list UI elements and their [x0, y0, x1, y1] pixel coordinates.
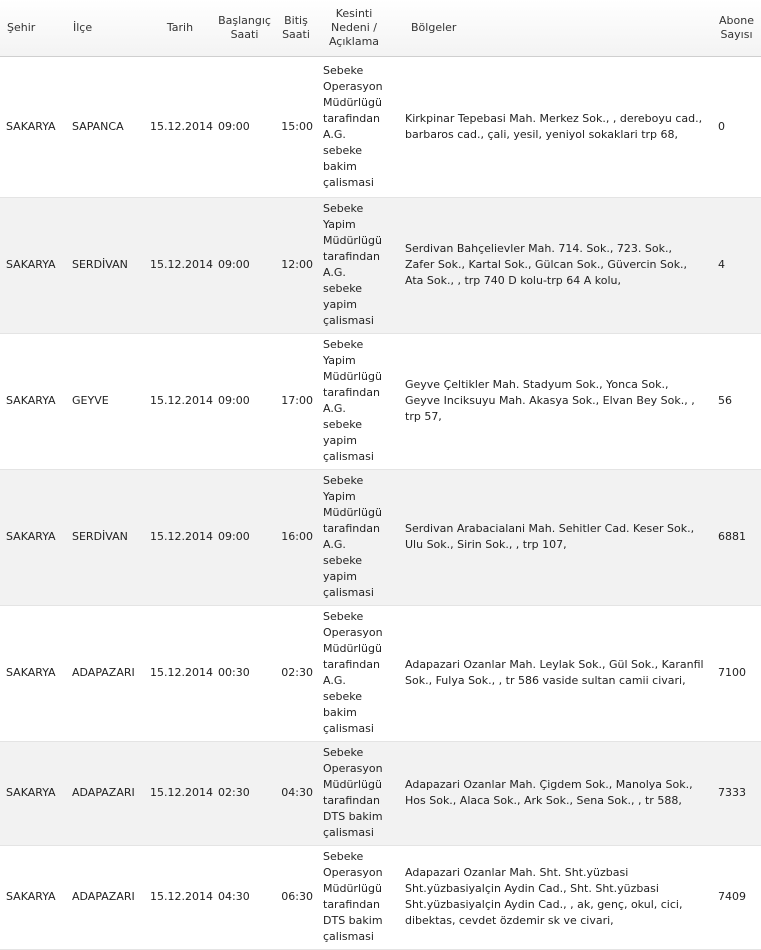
cell-tarih: 15.12.2014 — [146, 845, 214, 949]
cell-baslangic: 09:00 — [214, 469, 275, 605]
cell-neden: Sebeke Operasyon Müdürlügü tarafindan DTS bakim çalismasi — [317, 741, 391, 845]
cell-tarih: 15.12.2014 — [146, 741, 214, 845]
header-abone[interactable]: Abone Sayısı — [712, 0, 761, 56]
cell-neden: Sebeke Operasyon Müdürlügü tarafindan DTS bakim çalismasi — [317, 845, 391, 949]
table-body — [0, 56, 761, 949]
cell-ilce: SERDİVAN — [66, 197, 146, 333]
cell-bitis: 16:00 — [275, 469, 317, 605]
cell-bolgeler: Adapazari Ozanlar Mah. Leylak Sok., Gül Sok., Karanfil Sok., Fulya Sok., , tr 586 vaside sultan camii civari, — [391, 605, 712, 741]
cell-bitis: 06:30 — [275, 845, 317, 949]
table-row — [0, 197, 761, 333]
header-baslangic[interactable]: Başlangıç Saati — [214, 0, 275, 56]
cell-tarih: 15.12.2014 — [146, 605, 214, 741]
cell-sehir: SAKARYA — [0, 56, 66, 197]
cell-abone: 4 — [712, 197, 761, 333]
table-row — [0, 845, 761, 949]
cell-bolgeler: Adapazari Ozanlar Mah. Çigdem Sok., Manolya Sok., Hos Sok., Alaca Sok., Ark Sok., Sena Sok., , tr 588, — [391, 741, 712, 845]
cell-abone: 7333 — [712, 741, 761, 845]
cell-bolgeler: Serdivan Bahçelievler Mah. 714. Sok., 723. Sok., Zafer Sok., Kartal Sok., Gülcan Sok., Güvercin Sok., Ata Sok., , trp 740 D kolu-trp 64 A kolu, — [391, 197, 712, 333]
table-row — [0, 56, 761, 197]
header-bolgeler[interactable]: Bölgeler — [391, 0, 712, 56]
cell-abone: 6881 — [712, 469, 761, 605]
cell-sehir: SAKARYA — [0, 741, 66, 845]
cell-ilce: ADAPAZARI — [66, 741, 146, 845]
cell-bitis: 04:30 — [275, 741, 317, 845]
cell-sehir: SAKARYA — [0, 605, 66, 741]
cell-baslangic: 02:30 — [214, 741, 275, 845]
cell-neden: Sebeke Operasyon Müdürlügü tarafindan A.G. sebeke bakim çalismasi — [317, 605, 391, 741]
cell-tarih: 15.12.2014 — [146, 333, 214, 469]
cell-bolgeler: Adapazari Ozanlar Mah. Sht. Sht.yüzbasi Sht.yüzbasiyalçin Aydin Cad., Sht. Sht.yüzbasi Sht.yüzbasiyalçin Aydin Cad., , ak, genç, okul, cici, dibektas, cevdet özdemir sk ve civari, — [391, 845, 712, 949]
cell-tarih: 15.12.2014 — [146, 197, 214, 333]
cell-ilce: ADAPAZARI — [66, 605, 146, 741]
cell-ilce: SERDİVAN — [66, 469, 146, 605]
cell-abone: 0 — [712, 56, 761, 197]
table-row — [0, 469, 761, 605]
header-ilce[interactable]: İlçe — [66, 0, 146, 56]
cell-sehir: SAKARYA — [0, 845, 66, 949]
cell-neden: Sebeke Yapim Müdürlügü tarafindan A.G. sebeke yapim çalismasi — [317, 333, 391, 469]
cell-abone: 56 — [712, 333, 761, 469]
cell-bitis: 17:00 — [275, 333, 317, 469]
cell-bitis: 15:00 — [275, 56, 317, 197]
cell-sehir: SAKARYA — [0, 469, 66, 605]
header-neden[interactable]: Kesinti Nedeni / Açıklama — [317, 0, 391, 56]
table-row — [0, 741, 761, 845]
cell-abone: 7100 — [712, 605, 761, 741]
cell-baslangic: 09:00 — [214, 56, 275, 197]
cell-neden: Sebeke Yapim Müdürlügü tarafindan A.G. sebeke yapim çalismasi — [317, 197, 391, 333]
table-row — [0, 333, 761, 469]
cell-ilce: SAPANCA — [66, 56, 146, 197]
cell-ilce: GEYVE — [66, 333, 146, 469]
cell-neden: Sebeke Operasyon Müdürlügü tarafindan A.G. sebeke bakim çalismasi — [317, 56, 391, 197]
header-sehir[interactable]: Şehir — [0, 0, 66, 56]
cell-bitis: 12:00 — [275, 197, 317, 333]
cell-sehir: SAKARYA — [0, 333, 66, 469]
table-header — [0, 0, 761, 56]
cell-baslangic: 00:30 — [214, 605, 275, 741]
cell-baslangic: 09:00 — [214, 197, 275, 333]
cell-baslangic: 04:30 — [214, 845, 275, 949]
cell-bolgeler: Kirkpinar Tepebasi Mah. Merkez Sok., , dereboyu cad., barbaros cad., çali, yesil, yeniyol sokaklari trp 68, — [391, 56, 712, 197]
cell-neden: Sebeke Yapim Müdürlügü tarafindan A.G. sebeke yapim çalismasi — [317, 469, 391, 605]
cell-tarih: 15.12.2014 — [146, 469, 214, 605]
cell-ilce: ADAPAZARI — [66, 845, 146, 949]
cell-bolgeler: Geyve Çeltikler Mah. Stadyum Sok., Yonca Sok., Geyve Inciksuyu Mah. Akasya Sok., Elvan Bey Sok., , trp 57, — [391, 333, 712, 469]
cell-baslangic: 09:00 — [214, 333, 275, 469]
header-bitis[interactable]: Bitiş Saati — [275, 0, 317, 56]
cell-bolgeler: Serdivan Arabacialani Mah. Sehitler Cad. Keser Sok., Ulu Sok., Sirin Sok., , trp 107, — [391, 469, 712, 605]
cell-bitis: 02:30 — [275, 605, 317, 741]
header-tarih[interactable]: Tarih — [146, 0, 214, 56]
cell-sehir: SAKARYA — [0, 197, 66, 333]
header-row — [0, 0, 761, 56]
table-row — [0, 605, 761, 741]
cell-tarih: 15.12.2014 — [146, 56, 214, 197]
cell-abone: 7409 — [712, 845, 761, 949]
